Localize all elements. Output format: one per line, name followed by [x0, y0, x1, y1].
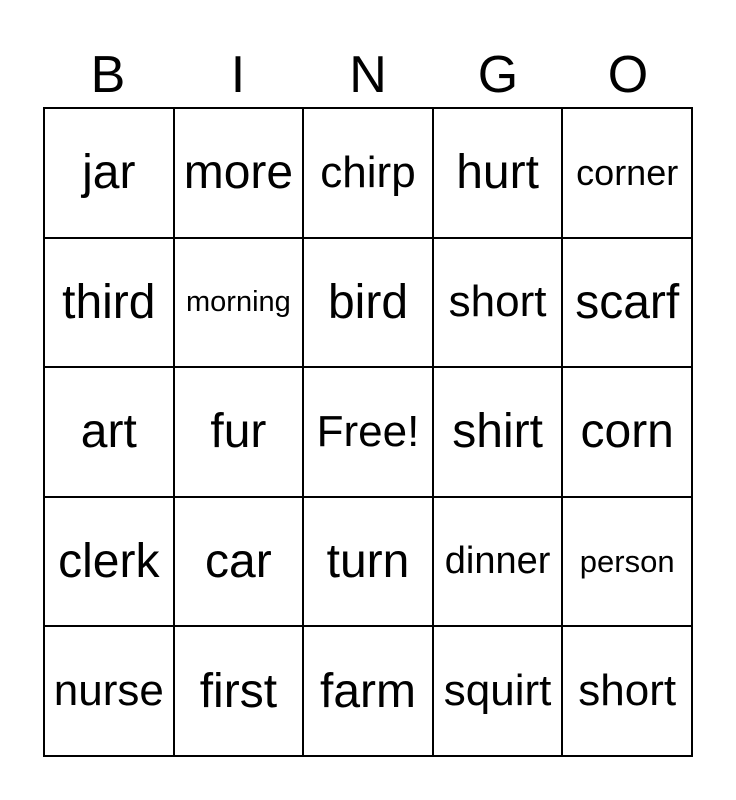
bingo-cell[interactable]: car	[174, 497, 304, 627]
bingo-cell[interactable]: dinner	[433, 497, 563, 627]
bingo-cell[interactable]: farm	[303, 626, 433, 756]
bingo-cell[interactable]: fur	[174, 367, 304, 497]
bingo-cell[interactable]: squirt	[433, 626, 563, 756]
bingo-cell[interactable]: clerk	[44, 497, 174, 627]
bingo-cell[interactable]: scarf	[562, 238, 692, 368]
header-letter-n: N	[349, 46, 387, 104]
bingo-cell[interactable]: morning	[174, 238, 304, 368]
bingo-cell[interactable]: chirp	[303, 108, 433, 238]
bingo-cell[interactable]: nurse	[44, 626, 174, 756]
header-letter-i: I	[230, 46, 246, 104]
bingo-board	[43, 107, 693, 757]
bingo-cell[interactable]: bird	[303, 238, 433, 368]
bingo-cell[interactable]: shirt	[433, 367, 563, 497]
bingo-cell[interactable]: first	[174, 626, 304, 756]
bingo-cell[interactable]: short	[433, 238, 563, 368]
free-space-cell[interactable]: Free!	[303, 367, 433, 497]
bingo-cell[interactable]: corner	[562, 108, 692, 238]
bingo-cell[interactable]: person	[562, 497, 692, 627]
bingo-header	[43, 44, 693, 106]
bingo-cell[interactable]: corn	[562, 367, 692, 497]
bingo-cell[interactable]: short	[562, 626, 692, 756]
bingo-cell[interactable]: hurt	[433, 108, 563, 238]
bingo-cell[interactable]: more	[174, 108, 304, 238]
bingo-cell[interactable]: turn	[303, 497, 433, 627]
bingo-cell[interactable]: third	[44, 238, 174, 368]
header-letter-g: G	[477, 46, 519, 104]
header-letter-o: O	[607, 46, 649, 104]
bingo-cell[interactable]: jar	[44, 108, 174, 238]
header-letter-b: B	[90, 46, 126, 104]
bingo-cell[interactable]: art	[44, 367, 174, 497]
